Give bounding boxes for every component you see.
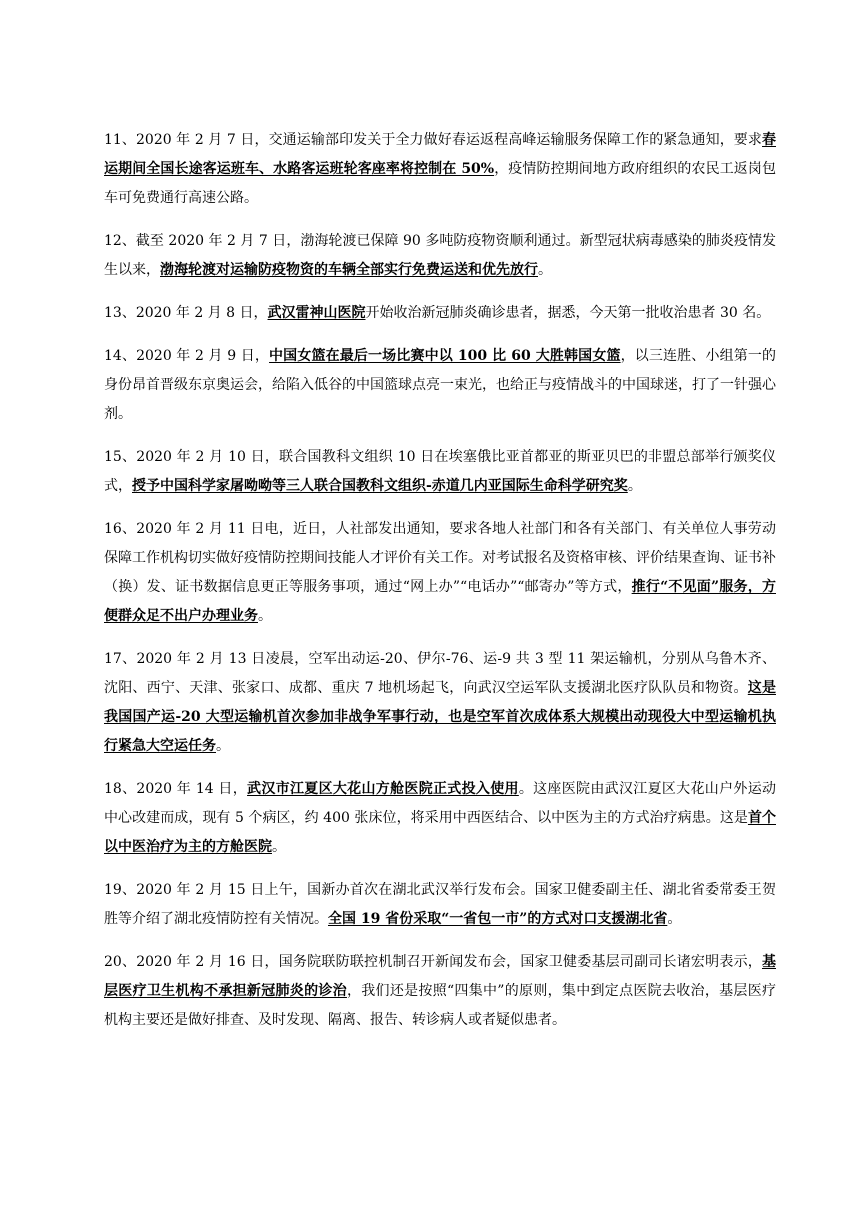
item-text: ，我们还是按照“四集中”的原则，集中到定点医院去收治，基层医疗机构主要还是做好排查、及时发现、隔离、报告、转诊病人或者疑似患者。 bbox=[104, 983, 776, 1028]
item-text: 15、2020 年 2 月 10 日，联合国教科文组织 10 日在埃塞俄比亚首都亚的斯亚贝巴的非盟总部举行颁奖仪式， bbox=[104, 449, 776, 494]
news-item-13 bbox=[104, 299, 776, 328]
item-text: 14、2020 年 2 月 9 日， bbox=[104, 348, 270, 364]
news-item-16 bbox=[104, 515, 776, 631]
news-item-18 bbox=[104, 775, 776, 862]
item-highlight: 授予中国科学家屠呦呦等三人联合国教科文组织-赤道几内亚国际生命科学研究奖 bbox=[132, 478, 628, 494]
news-item-19 bbox=[104, 876, 776, 934]
item-text: ，以三连胜、小组第一的身份昂首晋级东京奥运会，给陷入低谷的中国篮球点亮一束光，也给正与疫情战斗的中国球迷，打了一针强心剂。 bbox=[104, 348, 777, 422]
item-text: 12、截至 2020 年 2 月 7 日，渤海轮渡已保障 90 多吨防疫物资顺利通过。新型冠状病毒感染的肺炎疫情发生以来， bbox=[104, 233, 776, 278]
news-item-12 bbox=[104, 227, 776, 285]
news-item-17 bbox=[104, 645, 776, 761]
item-text: 。 bbox=[216, 738, 230, 754]
news-item-15 bbox=[104, 443, 776, 501]
item-text: 18、2020 年 14 日， bbox=[104, 781, 248, 797]
item-highlight: 这是我国国产运-20 大型运输机首次参加非战争军事行动，也是空军首次成体系大规模出动现役大中型运输机执行紧急大空运任务 bbox=[104, 680, 776, 754]
news-list bbox=[104, 126, 776, 1049]
item-text: 17、2020 年 2 月 13 日凌晨，空军出动运-20、伊尔-76、运-9 共 3 型 11 架运输机，分别从乌鲁木齐、沈阳、西宁、天津、张家口、成都、重庆 7 地机场起飞，向武汉空运军队支援湖北医疗队队员和物资。 bbox=[104, 651, 776, 696]
item-text: 。这座医院由武汉江夏区大花山户外运动中心改建而成，现有 5 个病区，约 400 张床位，将采用中西医结合、以中医为主的方式治疗病患。这是 bbox=[104, 781, 777, 826]
item-highlight: 全国 19 省份采取“一省包一市”的方式对口支援湖北省 bbox=[328, 911, 668, 927]
item-text: 16、2020 年 2 月 11 日电，近日，人社部发出通知，要求各地人社部门和各有关部门、有关单位人事劳动保障工作机构切实做好疫情防控期间技能人才评价有关工作。对考试报名及资格审核、评价结果查询、证书补（换）发、证书数据信息更正等服务事项，通过“网上办”“电话办”“邮寄办”等方式， bbox=[104, 521, 776, 595]
item-highlight: 首个以中医治疗为主的方舱医院 bbox=[104, 810, 776, 855]
item-highlight: 春运期间全国长途客运班车、水路客运班轮客座率将控制在 50% bbox=[104, 132, 776, 177]
item-text: 。 bbox=[538, 262, 552, 278]
item-text: ，疫情防控期间地方政府组织的农民工返岗包车可免费通行高速公路。 bbox=[104, 161, 776, 206]
item-text: 13、2020 年 2 月 8 日， bbox=[104, 305, 268, 321]
news-item-20 bbox=[104, 948, 776, 1035]
item-highlight: 基层医疗卫生机构不承担新冠肺炎的诊治 bbox=[104, 954, 776, 999]
item-text: 。 bbox=[627, 478, 642, 494]
news-item-14 bbox=[104, 342, 776, 429]
item-text: 11、2020 年 2 月 7 日，交通运输部印发关于全力做好春运返程高峰运输服务保障工作的紧急通知，要求 bbox=[104, 132, 762, 148]
item-text: 开始收治新冠肺炎确诊患者，据悉，今天第一批收治患者 30 名。 bbox=[365, 305, 771, 321]
item-text: 20、2020 年 2 月 16 日，国务院联防联控机制召开新闻发布会，国家卫健委基层司副司长诸宏明表示， bbox=[104, 954, 762, 970]
item-highlight: 中国女篮在最后一场比赛中以 100 比 60 大胜韩国女篮 bbox=[269, 348, 621, 364]
item-highlight: 推行“不见面”服务，方便群众足不出户办理业务 bbox=[104, 579, 776, 624]
news-item-11 bbox=[104, 126, 776, 213]
item-text: 。 bbox=[272, 839, 286, 855]
item-text: 。 bbox=[258, 608, 272, 624]
item-highlight: 武汉市江夏区大花山方舱医院正式投入使用 bbox=[247, 781, 519, 797]
item-text: 。 bbox=[667, 911, 682, 927]
item-highlight: 渤海轮渡对运输防疫物资的车辆全部实行免费运送和优先放行 bbox=[160, 262, 538, 278]
item-text: 19、2020 年 2 月 15 日上午，国新办首次在湖北武汉举行发布会。国家卫健委副主任、湖北省委常委王贺胜等介绍了湖北疫情防控有关情况。 bbox=[104, 882, 776, 927]
item-highlight: 武汉雷神山医院 bbox=[267, 305, 366, 321]
